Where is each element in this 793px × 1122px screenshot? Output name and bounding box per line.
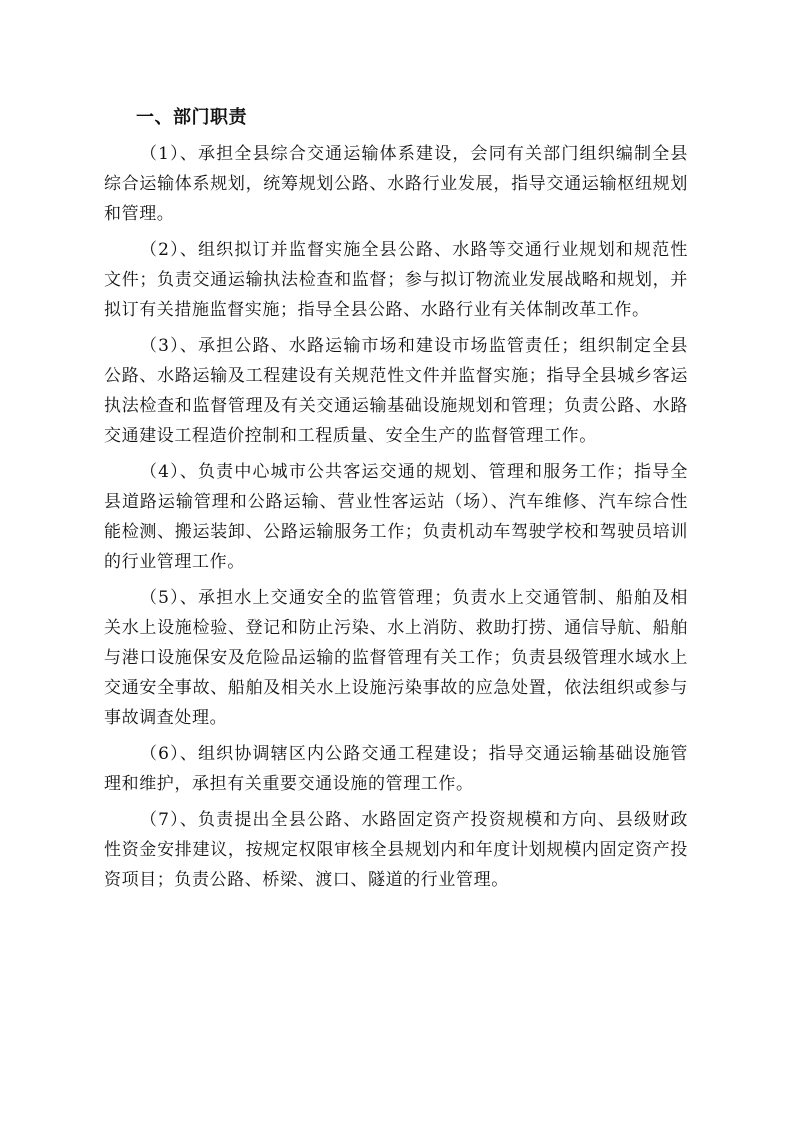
duty-paragraph-1: （1）、承担全县综合交通运输体系建设，会同有关部门组织编制全县综合运输体系规划，统筹规划公路、水路行业发展，指导交通运输枢纽规划和管理。 — [104, 144, 688, 224]
duty-paragraph-5: （5）、承担水上交通安全的监管管理；负责水上交通管制、船舶及相关水上设施检验、登记和防止污染、水上消防、救助打捞、通信导航、船舶与港口设施保安及危险品运输的监督管理有关工作；负责县级管理水域水上交通安全事故、船舶及相关水上设施污染事故的应急处置，依法组织或参与事故调查处理。 — [104, 588, 688, 728]
duty-paragraph-3: （3）、承担公路、水路运输市场和建设市场监管责任；组织制定全县公路、水路运输及工程建设有关规范性文件并监督实施；指导全县城乡客运执法检查和监督管理及有关交通运输基础设施规划和管理；负责公路、水路交通建设工程造价控制和工程质量、安全生产的监督管理工作。 — [104, 336, 688, 446]
duty-paragraph-6: （6）、组织协调辖区内公路交通工程建设；指导交通运输基础设施管理和维护，承担有关重要交通设施的管理工作。 — [104, 744, 688, 794]
duty-paragraph-7: （7）、负责提出全县公路、水路固定资产投资规模和方向、县级财政性资金安排建议，按规定权限审核全县规划内和年度计划规模内固定资产投资项目；负责公路、桥梁、渡口、隧道的行业管理。 — [104, 810, 688, 890]
section-heading: 一、部门职责 — [136, 107, 247, 128]
duty-paragraph-4: （4）、负责中心城市公共客运交通的规划、管理和服务工作；指导全县道路运输管理和公路运输、营业性客运站（场）、汽车维修、汽车综合性能检测、搬运装卸、公路运输服务工作；负责机动车驾驶学校和驾驶员培训的行业管理工作。 — [104, 462, 688, 572]
duty-paragraph-2: （2）、组织拟订并监督实施全县公路、水路等交通行业规划和规范性文件；负责交通运输执法检查和监督；参与拟订物流业发展战略和规划，并拟订有关措施监督实施；指导全县公路、水路行业有关体制改革工作。 — [104, 240, 688, 320]
document-body — [104, 100, 688, 901]
